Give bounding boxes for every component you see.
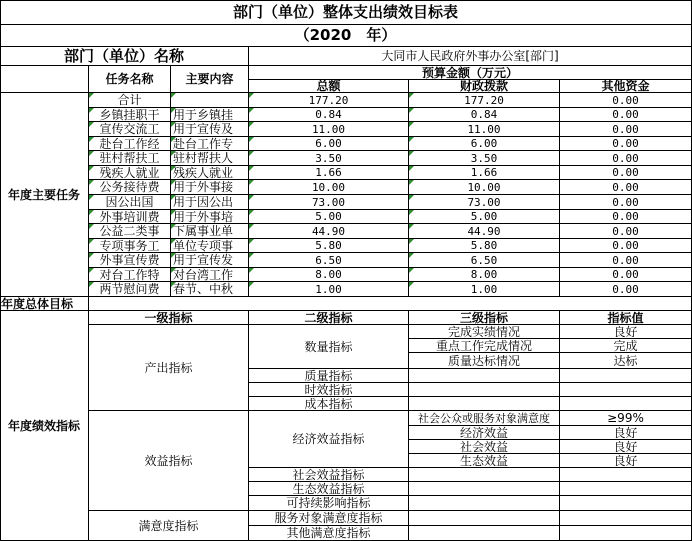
task-other-funds: 0.00 (560, 122, 692, 137)
social-indicator: 社会效益指标 (249, 468, 409, 482)
task-total: 11.00 (249, 122, 409, 137)
benefit-indicator: 效益指标 (89, 411, 249, 511)
task-total: 10.00 (249, 180, 409, 195)
task-fiscal: 5.00 (409, 210, 560, 224)
task-fiscal: 3.50 (409, 151, 560, 166)
task-other-funds: 0.00 (560, 108, 692, 122)
l3-q3: 质量达标情况 (409, 353, 560, 369)
ecological-indicator: 生态效益指标 (249, 482, 409, 496)
other-funds-header: 其他资金 (560, 80, 692, 93)
task-fiscal: 5.80 (409, 239, 560, 253)
l3-sustain-empty (409, 496, 560, 511)
l2-header: 二级指标 (249, 311, 409, 325)
dept-label: 部门（单位）名称 (0, 47, 249, 66)
l3-e3: 社会效益 (409, 440, 560, 454)
val-cost-empty (560, 397, 692, 411)
task-total: 1.00 (249, 282, 409, 297)
val-quality-empty (560, 369, 692, 383)
task-name: 合计 (89, 93, 171, 108)
val-other-empty (560, 526, 692, 541)
val-sustain-empty (560, 496, 692, 511)
task-other-funds: 0.00 (560, 137, 692, 151)
l3-q1: 完成实绩情况 (409, 325, 560, 339)
task-fiscal: 6.00 (409, 137, 560, 151)
task-other-funds: 0.00 (560, 151, 692, 166)
annual-overall-label: 年度总体目标 (0, 297, 89, 311)
task-content: 用于宣传发 (171, 253, 249, 268)
task-other-funds: 0.00 (560, 93, 692, 108)
val-time-empty (560, 383, 692, 397)
task-name: 因公出国 (89, 195, 171, 210)
perf-indicators-label: 年度绩效指标 (0, 311, 89, 541)
task-total: 1.66 (249, 166, 409, 180)
task-total: 3.50 (249, 151, 409, 166)
task-fiscal: 1.66 (409, 166, 560, 180)
l3-e2: 经济效益 (409, 426, 560, 440)
task-other-funds: 0.00 (560, 253, 692, 268)
val-serv-empty (560, 511, 692, 526)
l3-e1: 社会公众或服务对象满意度 (409, 411, 560, 426)
task-name: 外事宣传费 (89, 253, 171, 268)
output-indicator: 产出指标 (89, 325, 249, 411)
task-other-funds: 0.00 (560, 268, 692, 282)
task-fiscal: 1.00 (409, 282, 560, 297)
task-content: 用于宣传及 (171, 122, 249, 137)
val-social-empty (560, 468, 692, 482)
sustainability-indicator: 可持续影响指标 (249, 496, 409, 511)
header-blank (0, 66, 89, 93)
val-e2: 良好 (560, 426, 692, 440)
task-content: 驻村帮扶人 (171, 151, 249, 166)
l3-cost-empty (409, 397, 560, 411)
task-other-funds: 0.00 (560, 180, 692, 195)
annual-overall-value (89, 297, 692, 311)
task-fiscal: 177.20 (409, 93, 560, 108)
task-content: 赴台工作专 (171, 137, 249, 151)
budget-header: 预算金额（万元） (249, 66, 692, 80)
task-total: 73.00 (249, 195, 409, 210)
task-other-funds: 0.00 (560, 239, 692, 253)
economic-indicator: 经济效益指标 (249, 411, 409, 468)
l3-header: 三级指标 (409, 311, 560, 325)
l3-eco-empty (409, 482, 560, 496)
val-q1: 良好 (560, 325, 692, 339)
task-total: 6.50 (249, 253, 409, 268)
task-fiscal: 44.90 (409, 224, 560, 239)
task-other-funds: 0.00 (560, 166, 692, 180)
task-other-funds: 0.00 (560, 210, 692, 224)
task-fiscal: 73.00 (409, 195, 560, 210)
task-name: 赴台工作经 (89, 137, 171, 151)
l3-e4: 生态效益 (409, 454, 560, 468)
l3-other-empty (409, 526, 560, 541)
task-name: 公务接待费 (89, 180, 171, 195)
task-fiscal: 6.50 (409, 253, 560, 268)
task-content: 单位专项事 (171, 239, 249, 253)
val-q3: 达标 (560, 353, 692, 369)
satisfaction-indicator: 满意度指标 (89, 511, 249, 541)
task-other-funds: 0.00 (560, 195, 692, 210)
task-name: 公益二类事 (89, 224, 171, 239)
task-content: 下属事业单 (171, 224, 249, 239)
val-q2: 完成 (560, 339, 692, 353)
task-total: 5.80 (249, 239, 409, 253)
task-name: 对台工作特 (89, 268, 171, 282)
task-name: 外事培训费 (89, 210, 171, 224)
task-fiscal: 10.00 (409, 180, 560, 195)
val-e1: ≥99% (560, 411, 692, 426)
val-eco-empty (560, 482, 692, 496)
other-satisfaction-indicator: 其他满意度指标 (249, 526, 409, 541)
timeliness-indicator: 时效指标 (249, 383, 409, 397)
task-content: 用于外事培 (171, 210, 249, 224)
task-name: 驻村帮扶工 (89, 151, 171, 166)
task-content (171, 93, 249, 108)
quantity-indicator: 数量指标 (249, 325, 409, 369)
total-header: 总额 (249, 80, 409, 93)
value-header: 指标值 (560, 311, 692, 325)
task-name-header: 任务名称 (89, 66, 171, 93)
task-name: 乡镇挂职干 (89, 108, 171, 122)
val-e4: 良好 (560, 454, 692, 468)
task-total: 177.20 (249, 93, 409, 108)
l1-header: 一级指标 (89, 311, 249, 325)
task-other-funds: 0.00 (560, 282, 692, 297)
task-content: 用于乡镇挂 (171, 108, 249, 122)
task-fiscal: 0.84 (409, 108, 560, 122)
task-total: 6.00 (249, 137, 409, 151)
annual-tasks-label: 年度主要任务 (0, 93, 89, 297)
l3-time-empty (409, 383, 560, 397)
task-content: 用于外事接 (171, 180, 249, 195)
task-fiscal: 8.00 (409, 268, 560, 282)
task-total: 5.00 (249, 210, 409, 224)
task-name: 专项事务工 (89, 239, 171, 253)
cost-indicator: 成本指标 (249, 397, 409, 411)
sheet-title: 部门（单位）整体支出绩效目标表 (0, 0, 692, 25)
task-content: 残疾人就业 (171, 166, 249, 180)
fiscal-header: 财政拨款 (409, 80, 560, 93)
task-fiscal: 11.00 (409, 122, 560, 137)
task-content: 用于因公出 (171, 195, 249, 210)
task-name: 两节慰问费 (89, 282, 171, 297)
task-content: 春节、中秋 (171, 282, 249, 297)
main-content-header: 主要内容 (171, 66, 249, 93)
service-satisfaction-indicator: 服务对象满意度指标 (249, 511, 409, 526)
task-name: 宣传交流工 (89, 122, 171, 137)
val-e3: 良好 (560, 440, 692, 454)
l3-serv-empty (409, 511, 560, 526)
l3-quality-empty (409, 369, 560, 383)
task-total: 44.90 (249, 224, 409, 239)
year-label: （2020 年） (0, 25, 692, 47)
l3-q2: 重点工作完成情况 (409, 339, 560, 353)
task-total: 0.84 (249, 108, 409, 122)
task-name: 残疾人就业 (89, 166, 171, 180)
quality-indicator: 质量指标 (249, 369, 409, 383)
task-content: 对台湾工作 (171, 268, 249, 282)
task-total: 8.00 (249, 268, 409, 282)
task-other-funds: 0.00 (560, 224, 692, 239)
l3-social-empty (409, 468, 560, 482)
dept-name: 大同市人民政府外事办公室[部门] (249, 47, 692, 66)
